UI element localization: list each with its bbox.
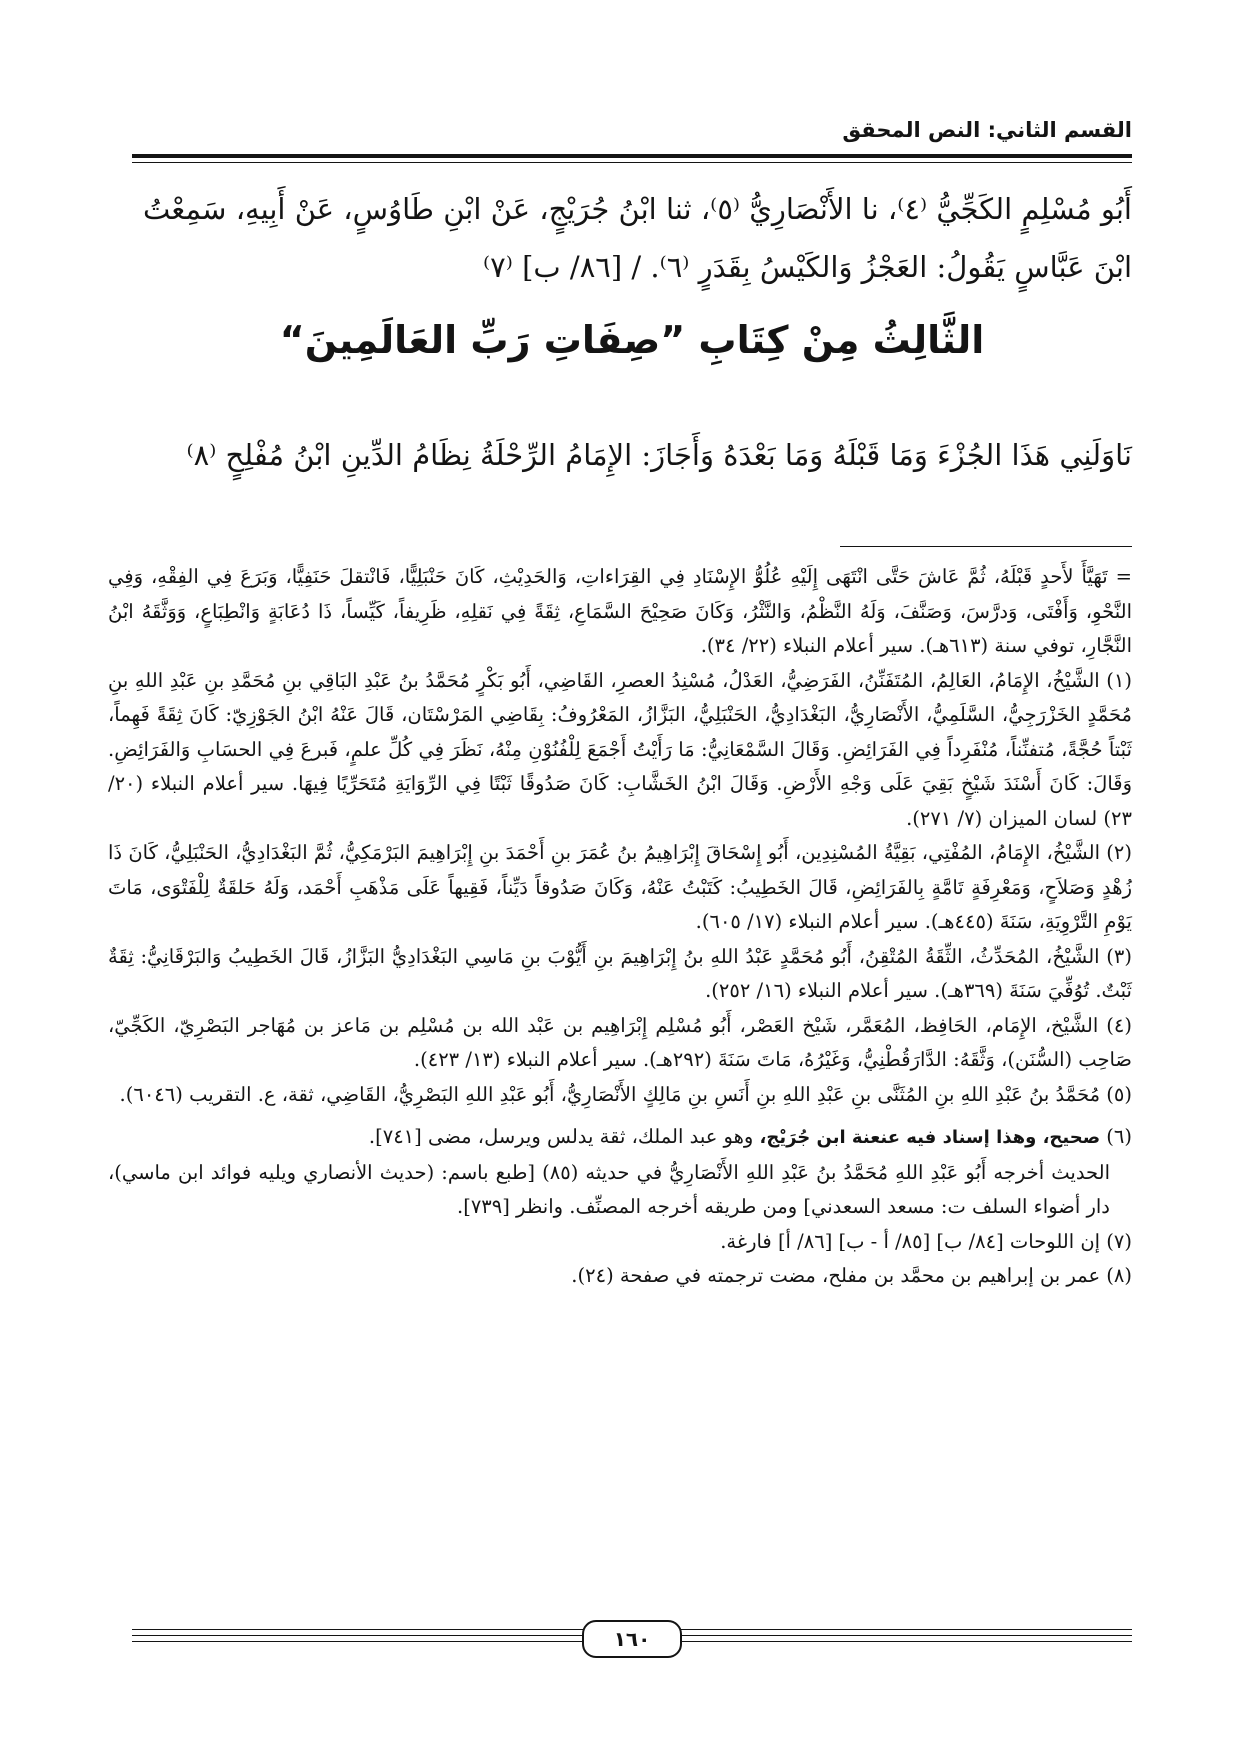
footnote-7: (٧) إن اللوحات [٨٤/ ب] [٨٥/ أ - ب] [٨٦/ أ] فارغة. [720, 1229, 1132, 1253]
main-text-line-2: ابْنَ عَبَّاسٍ يَقُولُ: العَجْزُ وَالكَيْسُ بِقَدَرٍ ⁽٦⁾. / [٨٦/ ب] ⁽٧⁾ [483, 250, 1132, 284]
footnote-8: (٨) عمر بن إبراهيم بن محمَّد بن مفلح، مضت ترجمته في صفحة (٢٤). [571, 1264, 1132, 1287]
footnote-6-text: وهو عبد الملك، ثقة يدلس ويرسل، مضى [٧٤١]. [368, 1125, 754, 1148]
section-heading: الثَّالِثُ مِنْ كِتَابِ ”صِفَاتِ رَبِّ العَالَمِينَ“ [279, 318, 985, 362]
footnotes [108, 560, 1132, 1294]
main-text-line-1: أَبُو مُسْلِمٍ الكَجِّيُّ ⁽٤⁾، نا الأَنْصَارِيُّ ⁽٥⁾، ثنا ابْنُ جُرَيْجٍ، عَنْ ابْنِ طَاوُسٍ، عَنْ أَبِيهِ، سَمِعْتُ [142, 192, 1132, 226]
page-number: ١٦٠ [582, 1620, 682, 1658]
footnote-6 [108, 1120, 1132, 1156]
running-head: القسم الثاني: النص المحقق [842, 118, 1132, 142]
footnote-6-continued: الحديث أخرجه أَبُو عَبْدِ اللهِ مُحَمَّدُ بنُ عَبْدِ اللهِ الأَنْصَارِيُّ في حديثه (٨٥) [طبع باسم: (حديث الأنصاري ويليه فوائد ابن ماسي)، دار أضواء السلف ت: مسعد السعدني] ومن طريقه أخرجه المصنِّف. وانظر [٧٣٩]. [108, 1160, 1110, 1218]
footnote-continuation: = تَهَيَّأَ لأَحدٍ قَبْلَهُ، ثُمَّ عَاشَ حَتَّى انْتَهَى إِلَيْهِ عُلُوُّ الإِسْنَادِ فِي القِرَاءاتِ، وَالحَدِيْثِ، كَانَ حَنْبَلِيًّا، فَانْتقلَ حَنَفِيًّا، وَبَرَعَ فِي الفِقْهِ، وَفِي النَّحْوِ، وَأَفْتَى، وَدرَّسَ، وَصَنَّفَ، وَلَهُ النَّظْمُ، وَالنَّثْرُ، وَكَانَ صَحِيْحَ السَّمَاعِ، ثِقَةً فِي نَقلِهِ، ظَرِيفاً، كَيِّساً، ذَا دُعَابَةٍ وَانْطِبَاعٍ، وَوَثَّقَهُ ابْنُ النَّجَّارِ، توفي سنة (٦١٣هـ). سير أعلام النبلاء (٢٢/ ٣٤). [108, 565, 1132, 657]
page-footer [132, 1620, 1132, 1656]
footnote-6-grade: صحيح، وهذا إسناد فيه عنعنة ابن جُرَيْج، [759, 1127, 1101, 1148]
footnote-4: (٤) الشَّيْخ، الإِمَام، الحَافِظ، المُعَمَّر، شَيْخ العَصْر، أَبُو مُسْلِم إِبْرَاهِيم بن عَبْد الله بن مُسْلِم بن مَاعز بن مُهَاجر البَصْرِيّ، الكَجِّيّ، صَاحِب (السُّنَن)، وَثَّقَهُ: الدَّارَقُطْنِيُّ، وَغَيْرُهُ، مَاتَ سَنَةَ (٢٩٢هـ). سير أعلام النبلاء (١٣/ ٤٢٣). [108, 1013, 1132, 1071]
main-text [108, 180, 1132, 296]
footnote-separator [840, 546, 1132, 547]
footnote-2: (٢) الشَّيْخُ، الإِمَامُ، المُفْتِي، بَقِيَّةُ المُسْنِدِين، أَبُو إِسْحَاقَ إِبْرَاهِيمُ بنُ عُمَرَ بنِ أَحْمَدَ بنِ إِبْرَاهِيمَ البَرْمَكِيُّ، ثُمَّ البَغْدَادِيُّ، الحَنْبَلِيُّ، كَانَ ذَا زُهْدٍ وَصَلاَحٍ، وَمَعْرِفَةٍ تَامَّةٍ بِالفَرَائِضِ، قَالَ الخَطِيبُ: كَتَبْتُ عَنْهُ، وَكَانَ صَدُوقاً دَيِّناً، فَقِيهاً عَلَى مَذْهَبِ أَحْمَد، وَلَهُ حَلقَةٌ لِلْفَتْوَى، مَاتَ يَوْمِ التَّرْوِيَةِ، سَنَةَ (٤٤٥هـ). سير أعلام النبلاء (١٧/ ٦٠٥). [108, 841, 1132, 933]
footnote-1: (١) الشَّيْخُ، الإِمَامُ، العَالِمُ، المُتَفَنِّنُ، الفَرَضِيُّ، العَدْلُ، مُسْنِدُ العصرِ، القَاضِي، أَبُو بَكْرٍ مُحَمَّدُ بنُ عَبْدِ البَاقِي بنِ مُحَمَّدِ بنِ عَبْدِ اللهِ بنِ مُحَمَّدٍ الخَزْرَجِيُّ، السَّلَمِيُّ، الأَنْصَارِيُّ، البَغْدَادِيُّ، الحَنْبَلِيُّ، البَزَّازُ، المَعْرُوفُ: بِقَاضِي المَرْسْتَان، قَالَ عَنْهُ ابْنُ الجَوْزِيّ: كَانَ ثِقَةً فَهِماً، ثَبْتاً حُجَّةً، مُتفنِّناً، مُنْفَرِداً فِي الفَرَائِضِ. وَقَالَ السَّمْعَانِيُّ: مَا رَأَيْتُ أَجْمَعَ لِلْفُنُوْنِ مِنْهُ، نَظَرَ فِي كُلِّ علمٍ، فَبرعَ فِي الحسَابِ وَالفَرَائِضِ. وَقَالَ: كَانَ أَسْنَدَ شَيْخٍ بَقِيَ عَلَى وَجْهِ الأَرْضِ. وَقَالَ ابْنُ الخَشَّابِ: كَانَ صَدُوقًا ثَبْتًا فِي الرِّوَايَةِ مُتَحَرِّيًا فِيهَا. سير أعلام النبلاء (٢٠/ ٢٣) لسان الميزان (٧/ ٢٧١). [108, 668, 1132, 830]
footnote-6-number: (٦) [1106, 1125, 1132, 1148]
header-rule-thin [132, 162, 1132, 163]
footnote-3: (٣) الشَّيْخُ، المُحَدِّثُ، الثِّقَةُ المُتْقِنُ، أَبُو مُحَمَّدٍ عَبْدُ اللهِ بنُ إِبْرَاهِيمَ بنِ أَيُّوْبَ بنِ مَاسِي البَغْدَادِيُّ البَزَّازُ، قَالَ الخَطِيبُ وَالبَرْقَانِيُّ: ثِقَةٌ ثَبْتٌ. تُوُفِّيَ سَنَةَ (٣٦٩هـ). سير أعلام النبلاء (١٦/ ٢٥٢). [108, 944, 1132, 1002]
header-rule-thick [132, 154, 1132, 158]
transmission-chain: نَاوَلَنِي هَذَا الجُزْءَ وَمَا قَبْلَهُ وَمَا بَعْدَهُ وَأَجَازَ: الإِمَامُ الرِّحْلَةُ نِظَامُ الدِّينِ ابْنُ مُفْلِحٍ ⁽٨⁾ [186, 438, 1132, 472]
footnote-5: (٥) مُحَمَّدُ بنُ عَبْدِ اللهِ بنِ المُثَنَّى بنِ عَبْدِ اللهِ بنِ أَنَسِ بنِ مَالِكٍ الأَنْصَارِيُّ، أَبُو عَبْدِ اللهِ البَصْرِيُّ، القَاضِي، ثقة، ع. التقريب (٦٠٤٦). [119, 1082, 1132, 1106]
